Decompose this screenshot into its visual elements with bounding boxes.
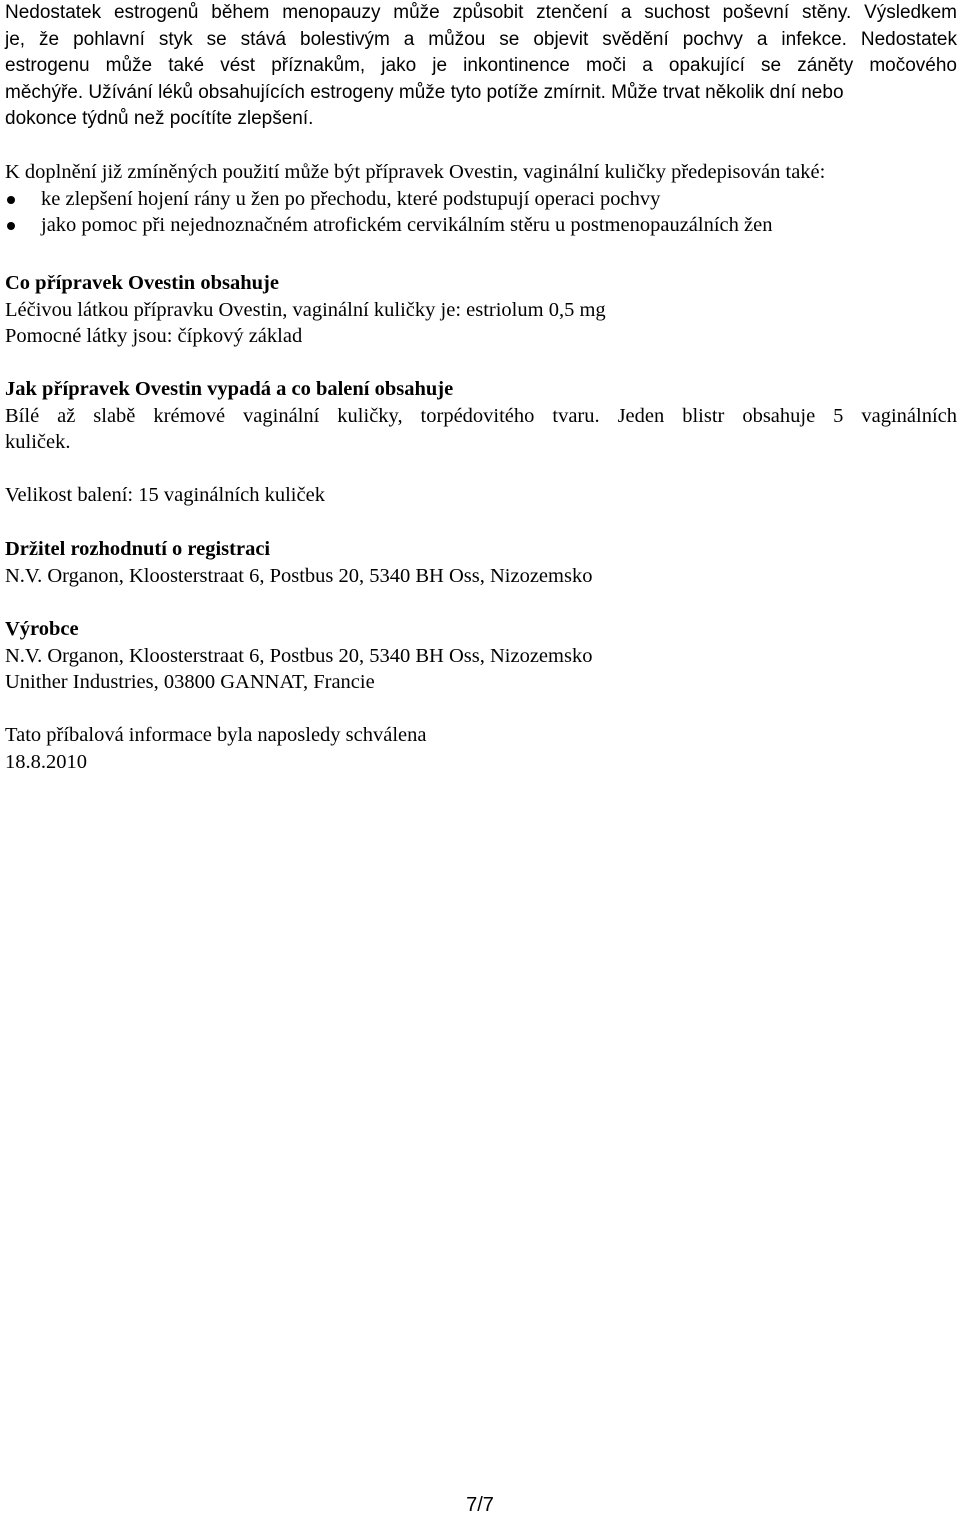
list-item: ke zlepšení hojení rány u žen po přechodu, které podstupují operaci pochvy bbox=[5, 186, 957, 213]
approval-section bbox=[5, 722, 957, 775]
manufacturer-heading: Výrobce bbox=[5, 618, 79, 640]
composition-section bbox=[5, 270, 957, 350]
intro-line-1: Nedostatek estrogenů během menopauzy může způsobit ztenčení a suchost poševní stěny. Výsledkem bbox=[5, 2, 957, 23]
pack-size-text: Velikost balení: 15 vaginálních kuliček bbox=[5, 484, 325, 506]
additional-uses-list bbox=[5, 186, 957, 239]
intro-line-4 bbox=[5, 80, 957, 107]
manufacturer-address-2: Unither Industries, 03800 GANNAT, Francie bbox=[5, 671, 375, 693]
appearance-section bbox=[5, 376, 957, 456]
page-number: 7/7 bbox=[466, 1494, 494, 1516]
appearance-heading: Jak přípravek Ovestin vypadá a co balení obsahuje bbox=[5, 378, 454, 400]
approval-text: Tato příbalová informace byla naposledy schválena bbox=[5, 724, 427, 746]
additional-uses-text: K doplnění již zmíněných použití může být přípravek Ovestin, vaginální kuličky předepisován také: bbox=[5, 161, 826, 183]
holder-address: N.V. Organon, Kloosterstraat 6, Postbus 20, 5340 BH Oss, Nizozemsko bbox=[5, 564, 593, 587]
additional-uses bbox=[5, 159, 957, 239]
bullet-icon bbox=[7, 222, 15, 230]
composition-heading: Co přípravek Ovestin obsahuje bbox=[5, 272, 279, 294]
intro-line-2: je, že pohlavní styk se stává bolestivým a můžou se objevit svědění pochvy a infekce. Nedostatek bbox=[5, 28, 957, 50]
intro-line-4a: měchýře. Užívání léků obsahujících estrogeny může tyto potíže zmírnit. bbox=[5, 81, 606, 103]
intro-paragraph bbox=[5, 0, 957, 133]
pack-size bbox=[5, 482, 957, 509]
appearance-line-1: Bílé až slabě krémové vaginální kuličky, torpédovitého tvaru. Jeden blistr obsahuje 5 vaginálních bbox=[5, 404, 957, 427]
intro-line-5: dokonce týdnů než pocítíte zlepšení. bbox=[5, 108, 314, 129]
list-item: jako pomoc při nejednoznačném atrofickém cervikálním stěru u postmenopauzálních žen bbox=[5, 212, 957, 239]
holder-heading: Držitel rozhodnutí o registraci bbox=[5, 538, 271, 560]
intro-line-3: estrogenu může také vést příznakům, jako je inkontinence moči a opakující se záněty močového bbox=[5, 55, 957, 76]
composition-excipients: Pomocné látky jsou: čípkový základ bbox=[5, 325, 303, 347]
bullet-icon bbox=[7, 196, 15, 204]
approval-date: 18.8.2010 bbox=[5, 750, 87, 773]
intro-line-4b: Může trvat několik dní nebo bbox=[611, 81, 844, 103]
manufacturer-section bbox=[5, 616, 957, 696]
composition-active: Léčivou látkou přípravku Ovestin, vaginální kuličky je: estriolum 0,5 mg bbox=[5, 298, 606, 321]
manufacturer-address-1: N.V. Organon, Kloosterstraat 6, Postbus 20, 5340 BH Oss, Nizozemsko bbox=[5, 644, 593, 667]
holder-section bbox=[5, 536, 957, 589]
appearance-line-2: kuliček. bbox=[5, 431, 71, 453]
